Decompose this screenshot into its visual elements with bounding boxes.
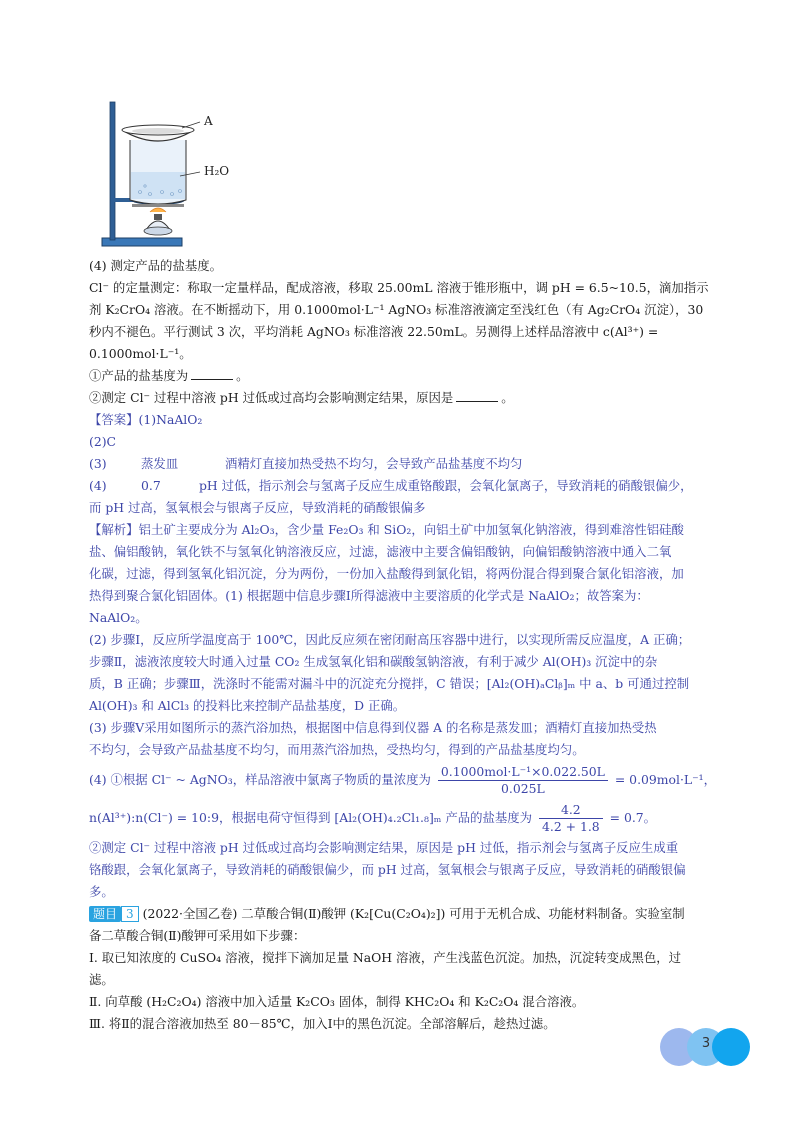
explanation-formula-line: n(Al³⁺):n(Cl⁻) = 10:9，根据电荷守恒得到 [Al₂(OH)₄.₂Cl₁.₈]ₘ 产品的盐基度为 $\frac{4.2}{4.2 + 1.8}$ = 0.7。 bbox=[89, 802, 657, 834]
answer-heading: 【答案】(1)NaAlO₂ bbox=[89, 412, 203, 427]
explanation-line: ②测定 Cl⁻ 过程中溶液 pH 过低或过高均会影响测定结果，原因是 pH 过低，指示剂会与氢离子反应生成重 bbox=[89, 840, 679, 855]
question-3-section bbox=[89, 903, 729, 1035]
answer-4-cont: 而 pH 过高，氢氧根会与银离子反应，导致消耗的硝酸银偏多 bbox=[89, 500, 426, 515]
explanation-line: NaAlO₂。 bbox=[89, 610, 148, 625]
explanation-line: (3) 步骤Ⅴ采用如图所示的蒸汽浴加热，根据图中信息得到仪器 A 的名称是蒸发皿；酒精灯直接加热受热 bbox=[89, 720, 657, 735]
answer-blank bbox=[191, 367, 233, 380]
explanation-line: 【解析】铝土矿主要成分为 Al₂O₃，含少量 Fe₂O₃ 和 SiO₂，向铝土矿中加氢氧化钠溶液，得到难溶性铝硅酸 bbox=[89, 522, 684, 537]
explanation-line: 步骤Ⅱ，滤液浓度较大时通入过量 CO₂ 生成氢氧化铝和碳酸氢钠溶液，有利于减少 Al(OH)₃ 沉淀中的杂 bbox=[89, 654, 658, 669]
question-badge: 题目 bbox=[89, 906, 121, 922]
question-line: 备二草酸合铜(Ⅱ)酸钾可采用如下步骤： bbox=[89, 928, 306, 943]
explanation-line: (2) 步骤Ⅰ，反应所学温度高于 100℃，因此反应须在密闭耐高压容器中进行，以实现所需反应温度，A 正确； bbox=[89, 632, 691, 647]
concentration-fraction: $\frac{\text{0.1000mol·L⁻¹×0.022.50L}}{0.025L}$ bbox=[438, 764, 608, 797]
question-number: 3 bbox=[121, 906, 139, 922]
question-line: Ⅲ. 将Ⅱ的混合溶液加热至 80－85℃，加入Ⅰ中的黑色沉淀。全部溶解后，趁热过滤。 bbox=[89, 1016, 556, 1031]
answer-blank bbox=[456, 389, 498, 402]
explanation-line: 盐、偏铝酸钠，氧化铁不与氢氧化钠溶液反应，过滤，滤液中主要含偏铝酸钠，向偏铝酸钠溶液中通入二氧 bbox=[89, 544, 672, 559]
answer-3: (3) 蒸发皿 酒精灯直接加热受热不均匀，会导致产品盐基度不均匀 bbox=[89, 456, 523, 471]
label-water: H₂O bbox=[204, 164, 230, 178]
steam-bath-apparatus-figure bbox=[100, 100, 230, 250]
question-line: Ⅰ. 取已知浓度的 CuSO₄ 溶液，搅拌下滴加足量 NaOH 溶液，产生浅蓝色沉淀。加热，沉淀转变成黑色，过 bbox=[89, 950, 682, 965]
question-1-line: ①产品的盐基度为 。 bbox=[89, 368, 249, 383]
question-line: 滤。 bbox=[89, 972, 114, 987]
page-number-badge bbox=[660, 1026, 750, 1068]
text-line: 秒内不褪色。平行测试 3 次，平均消耗 AgNO₃ 标准溶液 22.50mL。另测得上述样品溶液中 c(Al³⁺) = bbox=[89, 324, 659, 339]
question-line: Ⅱ. 向草酸 (H₂C₂O₄) 溶液中加入适量 K₂CO₃ 固体，制得 KHC₂O₄ 和 K₂C₂O₄ 混合溶液。 bbox=[89, 994, 585, 1009]
explanation-line: 热得到聚合氯化铝固体。(1) 根据题中信息步骤Ⅰ所得滤液中主要溶质的化学式是 NaAlO₂；故答案为： bbox=[89, 588, 649, 603]
text-line: Cl⁻ 的定量测定：称取一定量样品，配成溶液，移取 25.00mL 溶液于锥形瓶中，调 pH = 6.5~10.5，滴加指示 bbox=[89, 280, 709, 295]
basicity-fraction: $\frac{4.2}{4.2 + 1.8}$ bbox=[539, 802, 603, 835]
text-line: (4) 测定产品的盐基度。 bbox=[89, 258, 223, 273]
answer-section bbox=[89, 409, 729, 519]
answer-2: (2)C bbox=[89, 434, 117, 449]
explanation-line: 多。 bbox=[89, 884, 114, 899]
answer-4: (4) 0.7 pH 过低，指示剂会与氢离子反应生成重铬酸跟，会氧化氯离子，导致消耗的硝酸银偏少， bbox=[89, 478, 693, 493]
explanation-section bbox=[89, 519, 729, 903]
explanation-formula-line: (4) ①根据 Cl⁻ ~ AgNO₃，样品溶液中氯离子物质的量浓度为 $\frac{\text{0.1000mol·L⁻¹×0.022.50L}}{0.025L}$ = 0.09mol·L⁻¹， bbox=[89, 764, 717, 796]
label-a: A bbox=[204, 114, 213, 128]
page-number: 3 bbox=[701, 1036, 711, 1051]
question-3-line: 题目 3 (2022·全国乙卷) 二草酸合铜(Ⅱ)酸钾 (K₂[Cu(C₂O₄)₂]) 可用于无机合成、功能材料制备。实验室制 bbox=[89, 903, 729, 925]
explanation-line: 不均匀，会导致产品盐基度不均匀，而用蒸汽浴加热，受热均匀，得到的产品盐基度均匀。 bbox=[89, 742, 585, 757]
explanation-line: 化碳，过滤，得到氢氧化铝沉淀，分为两份，一份加入盐酸得到氯化铝，将两份混合得到聚合氯化铝溶液，加 bbox=[89, 566, 684, 581]
explanation-line: 质，B 正确；步骤Ⅲ，洗涤时不能需对漏斗中的沉淀充分搅拌，C 错误；[Al₂(OH)ₐClᵦ]ₘ 中 a、b 可通过控制 bbox=[89, 676, 690, 691]
main-text bbox=[89, 255, 729, 1035]
text-line: 0.1000mol·L⁻¹。 bbox=[89, 346, 192, 361]
explanation-line: 铬酸跟，会氧化氯离子，导致消耗的硝酸银偏少，而 pH 过高，氢氧根会与银离子反应，导致消耗的硝酸银偏 bbox=[89, 862, 686, 877]
explanation-line: Al(OH)₃ 和 AlCl₃ 的投料比来控制产品盐基度，D 正确。 bbox=[89, 698, 406, 713]
question-2-line: ②测定 Cl⁻ 过程中溶液 pH 过低或过高均会影响测定结果，原因是 。 bbox=[89, 390, 514, 405]
text-line: 剂 K₂CrO₄ 溶液。在不断摇动下，用 0.1000mol·L⁻¹ AgNO₃ 标准溶液滴定至浅红色（有 Ag₂CrO₄ 沉淀），30 bbox=[89, 302, 704, 317]
